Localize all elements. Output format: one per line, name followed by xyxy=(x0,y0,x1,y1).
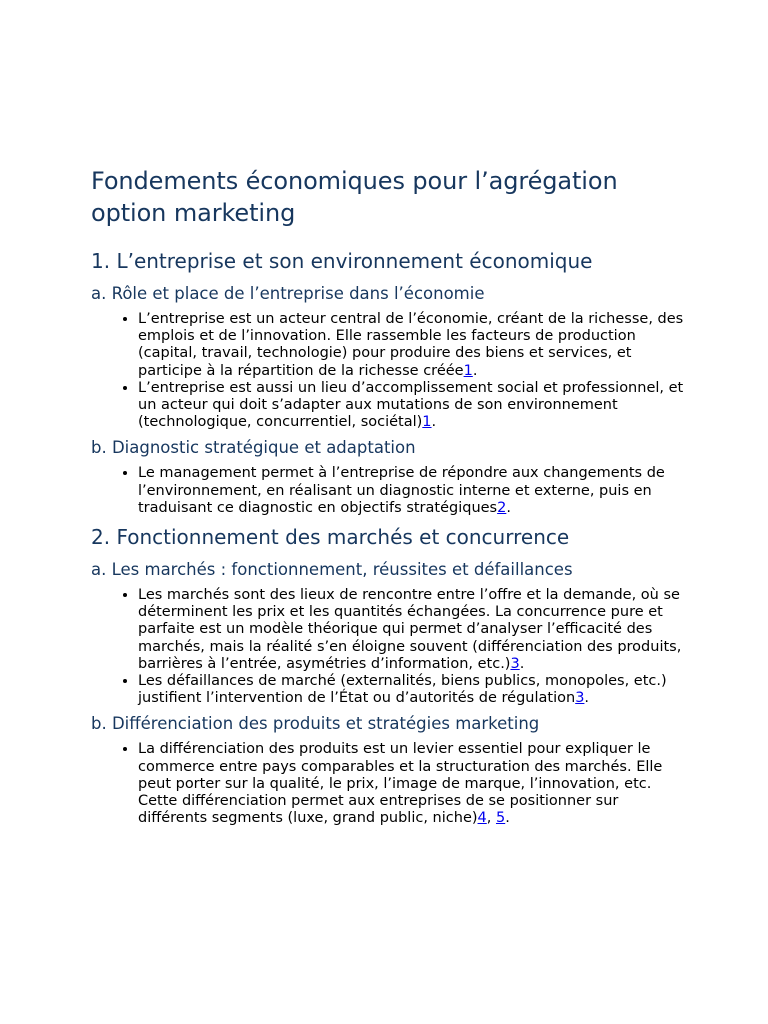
list-item xyxy=(138,465,691,517)
section-heading: 2. Fonctionnement des marchés et concurrence xyxy=(91,525,570,550)
subsection-heading: b. Différenciation des produits et stratégies marketing xyxy=(91,714,540,734)
list-item-end: . xyxy=(584,690,590,707)
footnote-link[interactable]: 2 xyxy=(497,499,507,516)
list-item-end: . xyxy=(505,810,510,827)
footnote-link[interactable]: 1 xyxy=(463,362,473,379)
document-page xyxy=(91,165,691,833)
document-title: Fondements économiques pour l’agrégation option marketing xyxy=(91,167,618,227)
list-item xyxy=(138,673,691,707)
bullet-list xyxy=(91,741,691,827)
footnote-link[interactable]: 3 xyxy=(575,690,585,707)
list-item-end: . xyxy=(431,414,437,431)
footnote-link[interactable]: 3 xyxy=(510,655,520,672)
list-item-text: L’entreprise est aussi un lieu d’accomplissement social et professionnel, et un acteur qui doit s’adapter aux mutations de son environnement (technologique, concurrentiel, sociétal) xyxy=(138,379,684,431)
bullet-list xyxy=(91,587,691,707)
list-item-text: L’entreprise est un acteur central de l’économie, créant de la richesse, des emplois et de l’innovation. Elle rassemble les facteurs de production (capital, travail, technologie) pour produire des biens et services, et participe à la répartition de la richesse créée xyxy=(138,311,684,379)
ref-separator: , xyxy=(486,810,496,827)
list-item-end: . xyxy=(506,499,511,516)
list-item xyxy=(138,741,691,827)
section-heading: 1. L’entreprise et son environnement économique xyxy=(91,249,593,273)
list-item-end: . xyxy=(519,655,525,672)
list-item-text: Les marchés sont des lieux de rencontre entre l’offre et la demande, où se déterminent les prix et les quantités échangées. La concurrence pure et parfaite est un modèle théorique qui permet d’analyser l’efficacité des marchés, mais la réalité s’en éloigne souvent (différenciation des produits, barrières à l’entrée, asymétries d’information, etc.) xyxy=(138,587,682,672)
section-2 xyxy=(91,523,691,827)
footnote-link[interactable]: 5 xyxy=(495,810,506,827)
subsection-heading: b. Diagnostic stratégique et adaptation xyxy=(91,438,416,458)
footnote-link[interactable]: 4 xyxy=(477,810,487,827)
list-item-end: . xyxy=(472,362,478,379)
list-item xyxy=(138,587,691,673)
list-item-text: Les défaillances de marché (externalités, biens publics, monopoles, etc.) justifient l’intervention de l’État ou d’autorités de régulation xyxy=(138,673,667,707)
footnote-link[interactable]: 1 xyxy=(422,414,432,431)
list-item xyxy=(138,311,691,380)
section-1 xyxy=(91,247,691,517)
bullet-list xyxy=(91,465,691,517)
subsection-heading: a. Les marchés : fonctionnement, réussites et défaillances xyxy=(91,560,573,580)
list-item-text: La différenciation des produits est un levier essentiel pour expliquer le commerce entre pays comparables et la structuration des marchés. Elle peut porter sur la qualité, le prix, l’image de marque, l’innovation, etc. Cette différenciation permet aux entreprises de se positionner sur différents segments (luxe, grand public, niche) xyxy=(138,741,663,827)
bullet-list xyxy=(91,311,691,431)
subsection-heading: a. Rôle et place de l’entreprise dans l’économie xyxy=(91,284,485,303)
list-item xyxy=(138,380,691,432)
list-item-text: Le management permet à l’entreprise de répondre aux changements de l’environnement, en réalisant un diagnostic interne et externe, puis en traduisant ce diagnostic en objectifs stratégiques xyxy=(138,465,665,516)
